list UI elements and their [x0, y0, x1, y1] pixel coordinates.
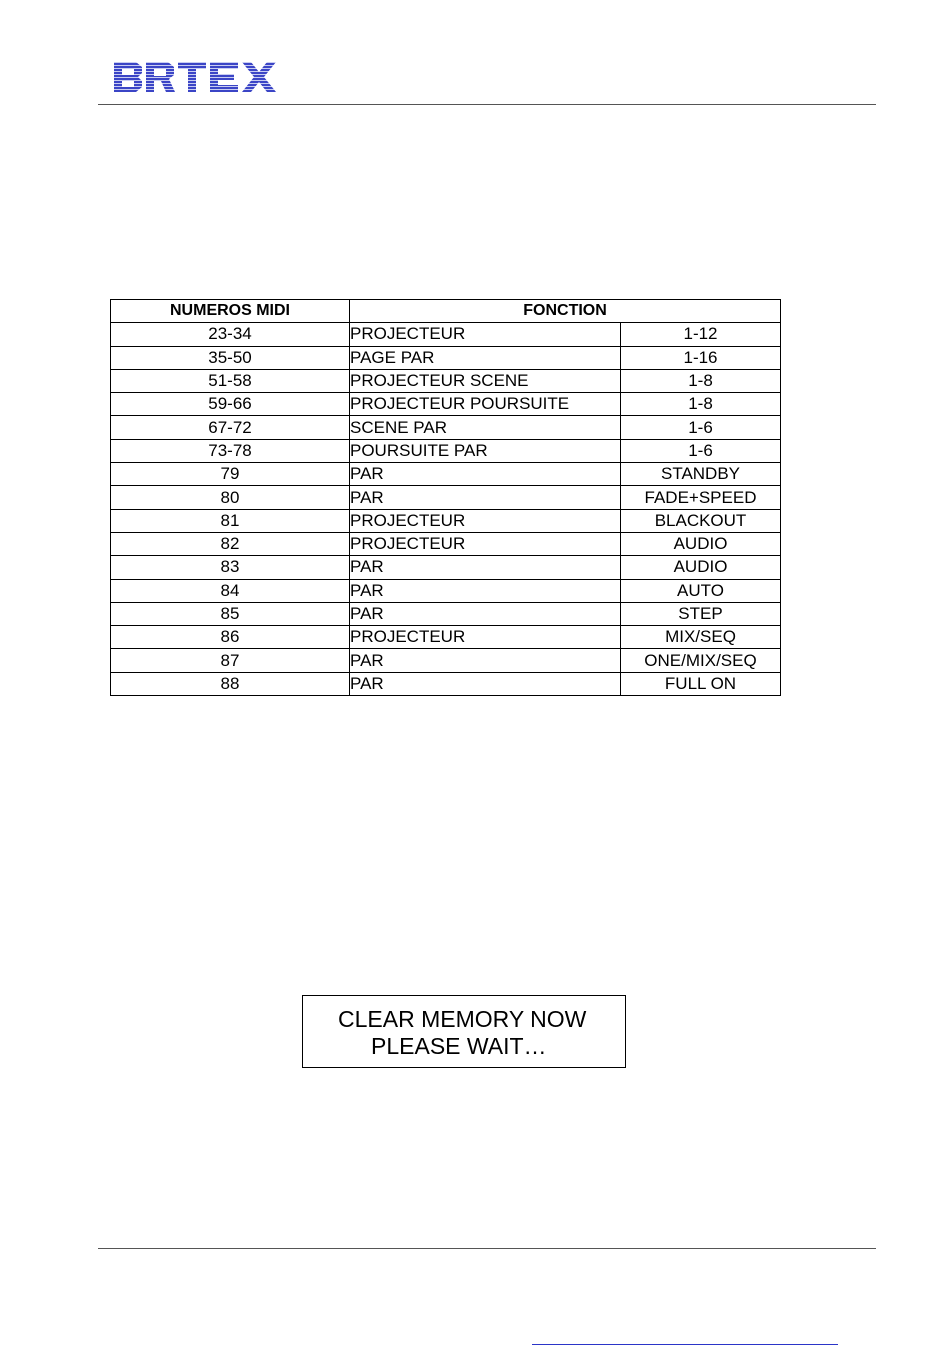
midi-number-cell: 82: [111, 532, 350, 555]
header-divider: [98, 104, 876, 105]
function-cell: PROJECTEUR: [350, 509, 621, 532]
function-value-cell: AUTO: [621, 579, 781, 602]
table-row: [111, 672, 781, 695]
column-header-midi: NUMEROS MIDI: [111, 300, 350, 323]
function-value-cell: 1-12: [621, 323, 781, 346]
function-cell: PAR: [350, 463, 621, 486]
table-row: [111, 602, 781, 625]
table-row: [111, 393, 781, 416]
midi-number-cell: 51-58: [111, 369, 350, 392]
function-cell: PAGE PAR: [350, 346, 621, 369]
function-cell: PROJECTEUR: [350, 532, 621, 555]
function-value-cell: FULL ON: [621, 672, 781, 695]
function-cell: PROJECTEUR: [350, 626, 621, 649]
midi-number-cell: 83: [111, 556, 350, 579]
function-value-cell: 1-8: [621, 369, 781, 392]
midi-number-cell: 87: [111, 649, 350, 672]
function-value-cell: STEP: [621, 602, 781, 625]
midi-number-cell: 84: [111, 579, 350, 602]
function-value-cell: STANDBY: [621, 463, 781, 486]
function-cell: POURSUITE PAR: [350, 439, 621, 462]
table-header-row: [111, 300, 781, 323]
function-value-cell: AUDIO: [621, 556, 781, 579]
table-row: [111, 556, 781, 579]
function-value-cell: MIX/SEQ: [621, 626, 781, 649]
function-value-cell: AUDIO: [621, 532, 781, 555]
function-value-cell: 1-6: [621, 439, 781, 462]
midi-number-cell: 81: [111, 509, 350, 532]
midi-number-cell: 67-72: [111, 416, 350, 439]
table-row: [111, 439, 781, 462]
function-value-cell: BLACKOUT: [621, 509, 781, 532]
lcd-line-2: PLEASE WAIT…: [371, 1033, 547, 1059]
brand-logo: [112, 60, 276, 94]
midi-number-cell: 86: [111, 626, 350, 649]
table-row: [111, 532, 781, 555]
function-cell: PROJECTEUR POURSUITE: [350, 393, 621, 416]
lcd-display-message: [302, 995, 626, 1068]
function-cell: PAR: [350, 672, 621, 695]
table-row: [111, 649, 781, 672]
function-cell: PAR: [350, 556, 621, 579]
function-value-cell: ONE/MIX/SEQ: [621, 649, 781, 672]
midi-number-cell: 80: [111, 486, 350, 509]
midi-number-cell: 35-50: [111, 346, 350, 369]
table-row: [111, 486, 781, 509]
lcd-line-1: CLEAR MEMORY NOW: [338, 1006, 587, 1032]
function-cell: PAR: [350, 649, 621, 672]
footer-link-underline[interactable]: [532, 1344, 838, 1345]
midi-number-cell: 59-66: [111, 393, 350, 416]
table-row: [111, 463, 781, 486]
midi-number-cell: 88: [111, 672, 350, 695]
function-value-cell: FADE+SPEED: [621, 486, 781, 509]
function-cell: PAR: [350, 602, 621, 625]
midi-function-table: [110, 299, 781, 696]
table-row: [111, 579, 781, 602]
midi-number-cell: 79: [111, 463, 350, 486]
function-cell: PROJECTEUR: [350, 323, 621, 346]
midi-number-cell: 23-34: [111, 323, 350, 346]
table-row: [111, 416, 781, 439]
function-cell: PAR: [350, 486, 621, 509]
midi-number-cell: 85: [111, 602, 350, 625]
table-row: [111, 346, 781, 369]
footer-divider: [98, 1248, 876, 1249]
function-cell: PROJECTEUR SCENE: [350, 369, 621, 392]
table-row: [111, 369, 781, 392]
table-row: [111, 323, 781, 346]
column-header-function: [350, 300, 781, 323]
function-cell: SCENE PAR: [350, 416, 621, 439]
midi-number-cell: 73-78: [111, 439, 350, 462]
function-value-cell: 1-16: [621, 346, 781, 369]
function-value-cell: 1-8: [621, 393, 781, 416]
table-row: [111, 626, 781, 649]
function-cell: PAR: [350, 579, 621, 602]
column-header-function-label: FONCTION: [523, 302, 607, 320]
function-value-cell: 1-6: [621, 416, 781, 439]
table-row: [111, 509, 781, 532]
brand-logo-icon: [112, 60, 276, 94]
